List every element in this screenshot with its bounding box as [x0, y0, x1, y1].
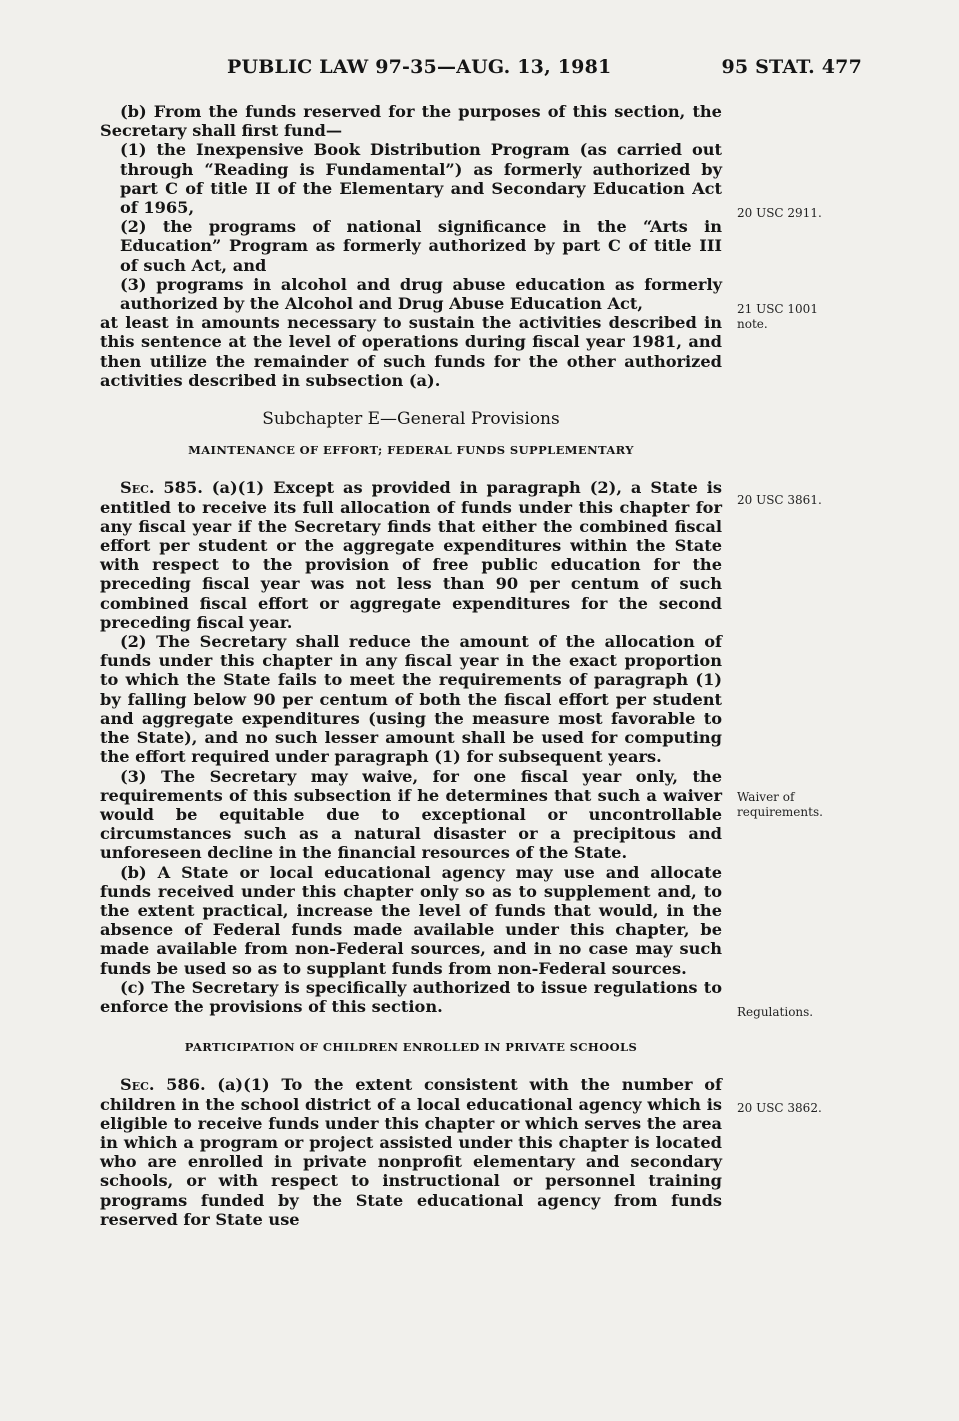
- header-stat-citation: 95 STAT. 477: [721, 56, 862, 78]
- margin-note-20-usc-3861: 20 USC 3861.: [737, 493, 822, 507]
- page-header: [100, 56, 862, 86]
- margin-note-20-usc-2911: 20 USC 2911.: [737, 206, 822, 220]
- margin-note-20-usc-3862: 20 USC 3862.: [737, 1101, 822, 1115]
- section-585-a3: (3) The Secretary may waive, for one fiscal year only, the requirements of this subsection if he determines that such a waiver would be equitable due to exceptional or uncontrollable circumstances such as a natural disaster or a precipitous and unforeseen decline in the financial resources of the State.: [100, 766, 722, 863]
- section-585-label: Sec.: [120, 478, 155, 498]
- margin-note-regulations: Regulations.: [737, 1005, 814, 1019]
- section-585-a1: [100, 478, 722, 632]
- section-585-text: 585. (a)(1) Except as provided in paragraph (2), a State is entitled to receive its full allocation of funds under this chapter for any fiscal year if the Secretary finds that either the combined fiscal effort per student or the aggregate expenditures within the State with respect to the provision of free public education for the preceding fiscal year was not less than 90 per centum of such combined fiscal effort or aggregate expenditures for the second preceding fiscal year.: [100, 478, 722, 632]
- section-585-a2: (2) The Secretary shall reduce the amount of the allocation of funds under this chapter in any fiscal year in the exact proportion to which the State fails to meet the requirements of paragraph (1) by falling below 90 per centum of both the fiscal effort per student and aggregate expenditures (using the measure most favorable to the State), and no such lesser amount shall be used for computing the effort required under paragraph (1) for subsequent years.: [100, 632, 722, 767]
- section-586-label: Sec.: [120, 1075, 155, 1095]
- section-585-b: (b) A State or local educational agency may use and allocate funds received under this chapter only so as to supplement and, to the extent practical, increase the level of funds that would, in the absence of Federal funds made available under this chapter, be made available from non-Federal sources, and in no case may such funds be used so as to supplant funds from non-Federal sources.: [100, 862, 722, 978]
- header-title: PUBLIC LAW 97-35—AUG. 13, 1981: [227, 56, 612, 78]
- subchapter-heading: Subchapter E—General Provisions: [262, 409, 560, 430]
- section-heading-private-schools: PARTICIPATION OF CHILDREN ENROLLED IN PRIVATE SCHOOLS: [184, 1040, 638, 1055]
- paragraph-b1: (1) the Inexpensive Book Distribution Program (as carried out through “Reading is Fundamental”) as formerly authorized by part C of title II of the Elementary and Secondary Education Act of 1965,: [120, 140, 722, 218]
- section-586-a1: [100, 1075, 722, 1229]
- margin-note-21-usc-1001: 21 USC 1001 note.: [737, 302, 818, 331]
- paragraph-b2: (2) the programs of national significance in the “Arts in Education” Program as formerly authorized by part C of title III of such Act, and: [120, 217, 722, 275]
- document-body: [100, 102, 722, 1229]
- paragraph-b: (b) From the funds reserved for the purposes of this section, the Secretary shall first fund—: [100, 102, 722, 141]
- paragraph-b-continuation: at least in amounts necessary to sustain the activities described in this sentence at the level of operations during fiscal year 1981, and then utilize the remainder of such funds for the other authorized activities described in subsection (a).: [100, 313, 722, 390]
- margin-note-waiver: Waiver of requirements.: [737, 790, 823, 819]
- section-585-c: (c) The Secretary is specifically authorized to issue regulations to enforce the provisions of this section.: [100, 977, 722, 1016]
- paragraph-b3: (3) programs in alcohol and drug abuse education as formerly authorized by the Alcohol and Drug Abuse Education Act,: [120, 274, 722, 314]
- section-heading-maintenance-of-effort: MAINTENANCE OF EFFORT; FEDERAL FUNDS SUPPLEMENTARY: [188, 443, 634, 458]
- section-586-text: 586. (a)(1) To the extent consistent with the number of children in the school district of a local educational agency which is eligible to receive funds under this chapter or which serves the area in which a program or project assisted under this chapter is located who are enrolled in private nonprofit elementary and secondary schools, or with respect to instructional or personnel training programs funded by the State educational agency from funds reserved for State use: [100, 1075, 722, 1229]
